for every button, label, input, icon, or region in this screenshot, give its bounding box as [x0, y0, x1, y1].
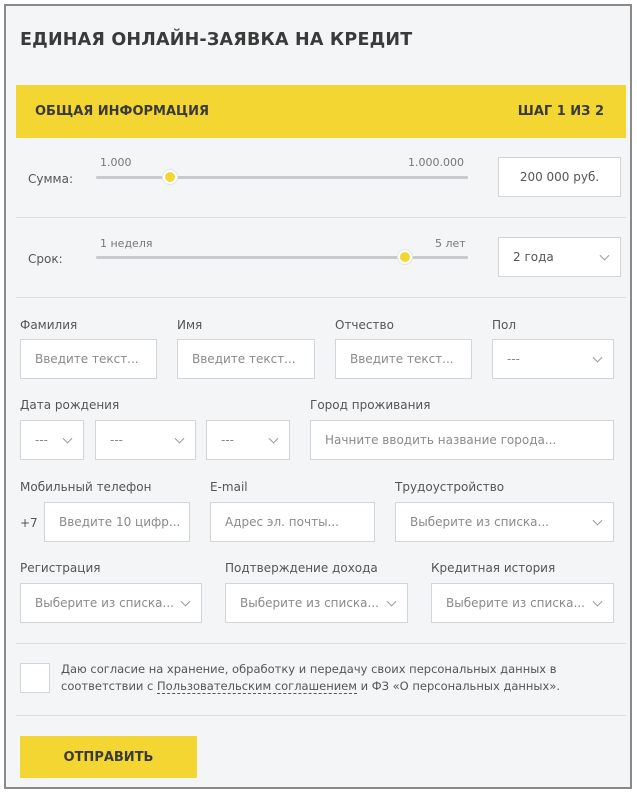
- gender-label: Пол: [492, 318, 517, 332]
- divider: [16, 643, 626, 644]
- employment-select-value: Выберите из списка...: [410, 515, 549, 529]
- chevron-down-icon: [387, 597, 397, 607]
- term-slider-track[interactable]: [96, 256, 468, 259]
- chevron-down-icon: [600, 251, 610, 261]
- term-min-label: 1 неделя: [100, 237, 153, 250]
- surname-input[interactable]: Введите текст...: [20, 339, 157, 379]
- surname-label: Фамилия: [20, 318, 78, 332]
- divider: [16, 715, 626, 716]
- consent-text-after: и ФЗ «О персональных данных».: [356, 679, 561, 693]
- divider: [16, 217, 626, 218]
- income-proof-select-value: Выберите из списка...: [240, 596, 379, 610]
- registration-select-value: Выберите из списка...: [35, 596, 174, 610]
- credit-history-select-value: Выберите из списка...: [446, 596, 585, 610]
- birth-day-select[interactable]: [20, 420, 84, 460]
- section-header-bar: [16, 85, 626, 138]
- employment-label: Трудоустройство: [395, 480, 505, 494]
- submit-button[interactable]: ОТПРАВИТЬ: [20, 736, 197, 778]
- chevron-down-icon: [593, 516, 603, 526]
- employment-select[interactable]: [395, 502, 614, 542]
- term-select-value: 2 года: [513, 250, 554, 264]
- amount-min-label: 1.000: [100, 156, 132, 169]
- email-label: E-mail: [210, 480, 248, 494]
- birth-day-value: ---: [35, 433, 48, 447]
- birth-date-label: Дата рождения: [20, 398, 120, 412]
- city-input[interactable]: Начните вводить название города...: [310, 420, 614, 460]
- chevron-down-icon: [593, 597, 603, 607]
- user-agreement-link[interactable]: Пользовательским соглашением: [157, 679, 357, 693]
- chevron-down-icon: [175, 434, 185, 444]
- registration-label: Регистрация: [20, 561, 101, 575]
- birth-year-select[interactable]: [206, 420, 290, 460]
- step-indicator: ШАГ 1 ИЗ 2: [517, 104, 604, 119]
- name-label: Имя: [177, 318, 203, 332]
- chevron-down-icon: [269, 434, 279, 444]
- birth-year-value: ---: [221, 433, 234, 447]
- birth-month-value: ---: [110, 433, 123, 447]
- consent-text-before: Даю согласие на хранение, обработку и передачу своих персональных данных в соответствии с: [61, 662, 557, 693]
- chevron-down-icon: [593, 353, 603, 363]
- amount-label: Сумма:: [28, 172, 73, 186]
- term-slider-thumb[interactable]: [398, 250, 412, 264]
- phone-label: Мобильный телефон: [20, 480, 152, 494]
- divider: [16, 297, 626, 298]
- phone-prefix: +7: [20, 516, 38, 530]
- income-proof-select[interactable]: [225, 583, 408, 623]
- gender-select[interactable]: [492, 339, 614, 379]
- credit-history-label: Кредитная история: [431, 561, 556, 575]
- patronymic-input[interactable]: Введите текст...: [335, 339, 472, 379]
- birth-month-select[interactable]: [95, 420, 196, 460]
- term-label: Срок:: [28, 252, 63, 266]
- income-proof-label: Подтверждение дохода: [225, 561, 378, 575]
- amount-slider-track[interactable]: [96, 176, 468, 179]
- registration-select[interactable]: [20, 583, 202, 623]
- credit-history-select[interactable]: [431, 583, 614, 623]
- page-title: ЕДИНАЯ ОНЛАЙН-ЗАЯВКА НА КРЕДИТ: [20, 30, 413, 50]
- amount-slider-thumb[interactable]: [163, 170, 177, 184]
- city-label: Город проживания: [310, 398, 431, 412]
- amount-input[interactable]: 200 000 руб.: [498, 157, 621, 197]
- application-form: [4, 4, 632, 789]
- email-input[interactable]: Адрес эл. почты...: [210, 502, 375, 542]
- consent-checkbox[interactable]: [20, 663, 50, 693]
- section-title: ОБЩАЯ ИНФОРМАЦИЯ: [35, 104, 209, 119]
- consent-text: [61, 661, 601, 695]
- name-input[interactable]: Введите текст...: [177, 339, 315, 379]
- gender-select-value: ---: [507, 352, 520, 366]
- chevron-down-icon: [181, 597, 191, 607]
- term-select[interactable]: [498, 237, 621, 277]
- amount-max-label: 1.000.000: [408, 156, 464, 169]
- chevron-down-icon: [63, 434, 73, 444]
- term-max-label: 5 лет: [435, 237, 466, 250]
- phone-input[interactable]: Введите 10 цифр...: [44, 502, 190, 542]
- patronymic-label: Отчество: [335, 318, 394, 332]
